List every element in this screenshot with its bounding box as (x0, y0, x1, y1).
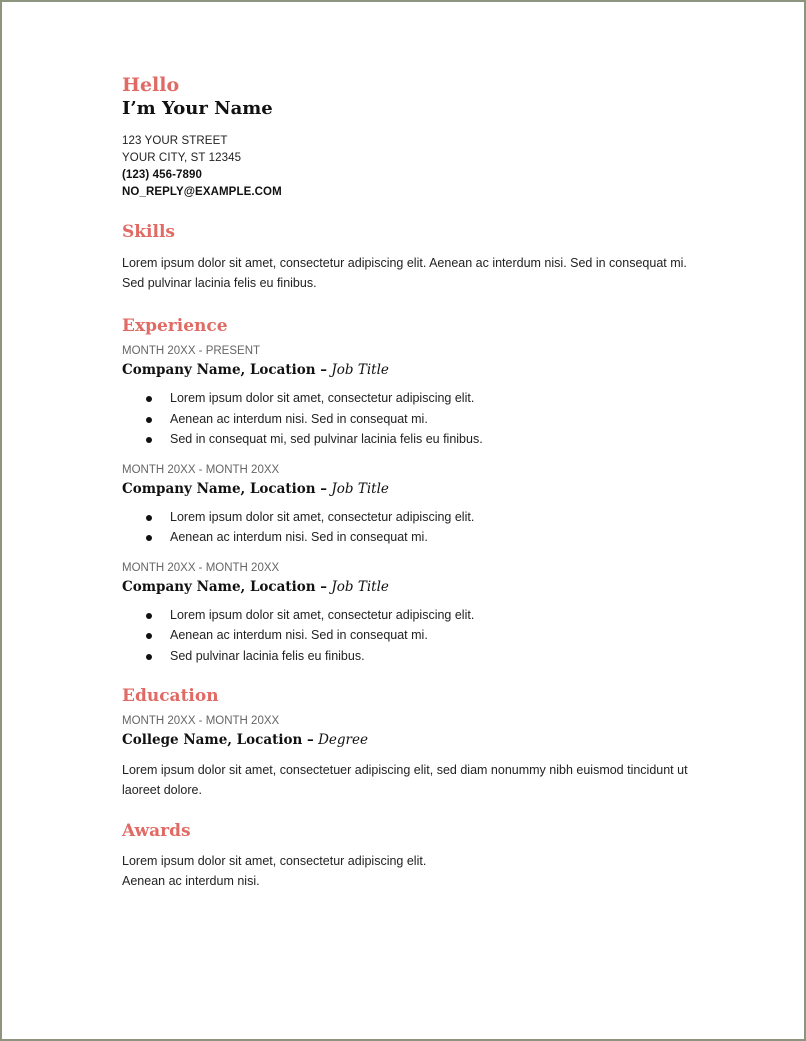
list-item (122, 507, 702, 528)
skills-text: Lorem ipsum dolor sit amet, consectetur adipiscing elit. Aenean ac interdum nisi. Sed in consequat mi. Sed pulvinar lacinia felis eu finibus. (122, 256, 687, 290)
awards-line: Lorem ipsum dolor sit amet, consectetur adipiscing elit. (122, 854, 427, 868)
bullet-icon (146, 633, 152, 639)
bullet-text: Lorem ipsum dolor sit amet, consectetur adipiscing elit. (170, 509, 475, 524)
full-name: I’m Your Name (122, 98, 273, 119)
degree: Degree (318, 732, 368, 748)
job-role (122, 360, 702, 380)
awards-section (122, 819, 702, 891)
skills-heading: Skills (122, 222, 176, 242)
job-role (122, 577, 702, 597)
list-item (122, 388, 702, 409)
bullet-icon (146, 613, 152, 619)
job-dates: MONTH 20XX - PRESENT (122, 345, 261, 357)
greeting: Hello (122, 74, 180, 96)
education-text: Lorem ipsum dolor sit amet, consectetuer adipiscing elit, sed diam nonummy nibh euismod tincidunt ut laoreet dolore. (122, 763, 688, 797)
email-address: NO_REPLY@EXAMPLE.COM (122, 186, 282, 198)
bullet-text: Sed in consequat mi, sed pulvinar lacinia felis eu finibus. (170, 432, 483, 446)
experience-heading: Experience (122, 316, 228, 336)
phone-number: (123) 456-7890 (122, 169, 203, 181)
job-title: Job Title (331, 362, 389, 378)
skills-section (122, 220, 702, 293)
list-item (122, 409, 702, 430)
list-item (122, 429, 702, 450)
job-bullets (122, 388, 702, 450)
bullet-icon (146, 515, 152, 521)
bullet-text: Aenean ac interdum nisi. Sed in consequat mi. (170, 411, 428, 426)
company-location: Company Name, Location – (122, 480, 328, 497)
job-title: Job Title (331, 480, 389, 497)
education-section (122, 684, 702, 800)
college-location: College Name, Location – (122, 732, 314, 748)
bullet-text: Aenean ac interdum nisi. Sed in consequat mi. (170, 530, 428, 544)
bullet-icon (146, 396, 152, 402)
job-entry (122, 561, 702, 667)
list-item (122, 527, 702, 548)
company-location: Company Name, Location – (122, 362, 328, 378)
job-entry (122, 344, 702, 450)
bullet-icon (146, 437, 152, 443)
company-location: Company Name, Location – (122, 578, 328, 595)
education-dates: MONTH 20XX - MONTH 20XX (122, 715, 280, 727)
experience-section (122, 314, 702, 666)
bullet-text: Sed pulvinar lacinia felis eu finibus. (170, 648, 365, 663)
job-bullets (122, 605, 702, 667)
list-item (122, 605, 702, 626)
list-item (122, 625, 702, 646)
job-title: Job Title (331, 578, 389, 595)
education-heading: Education (122, 686, 219, 706)
job-dates: MONTH 20XX - MONTH 20XX (122, 561, 280, 574)
awards-heading: Awards (122, 821, 191, 841)
job-bullets (122, 507, 702, 548)
job-dates: MONTH 20XX - MONTH 20XX (122, 463, 280, 476)
resume-document (122, 72, 702, 891)
education-role (122, 730, 702, 750)
bullet-icon (146, 535, 152, 541)
bullet-icon (146, 417, 152, 423)
job-role (122, 479, 702, 499)
awards-line: Aenean ac interdum nisi. (122, 874, 260, 888)
list-item (122, 646, 702, 667)
bullet-icon (146, 654, 152, 660)
job-entry (122, 463, 702, 548)
bullet-text: Aenean ac interdum nisi. Sed in consequat mi. (170, 628, 428, 642)
header (122, 72, 702, 201)
street-address: 123 YOUR STREET (122, 135, 228, 147)
city-state-zip: YOUR CITY, ST 12345 (122, 152, 242, 164)
bullet-text: Lorem ipsum dolor sit amet, consectetur adipiscing elit. (170, 391, 475, 405)
bullet-text: Lorem ipsum dolor sit amet, consectetur adipiscing elit. (170, 607, 475, 622)
